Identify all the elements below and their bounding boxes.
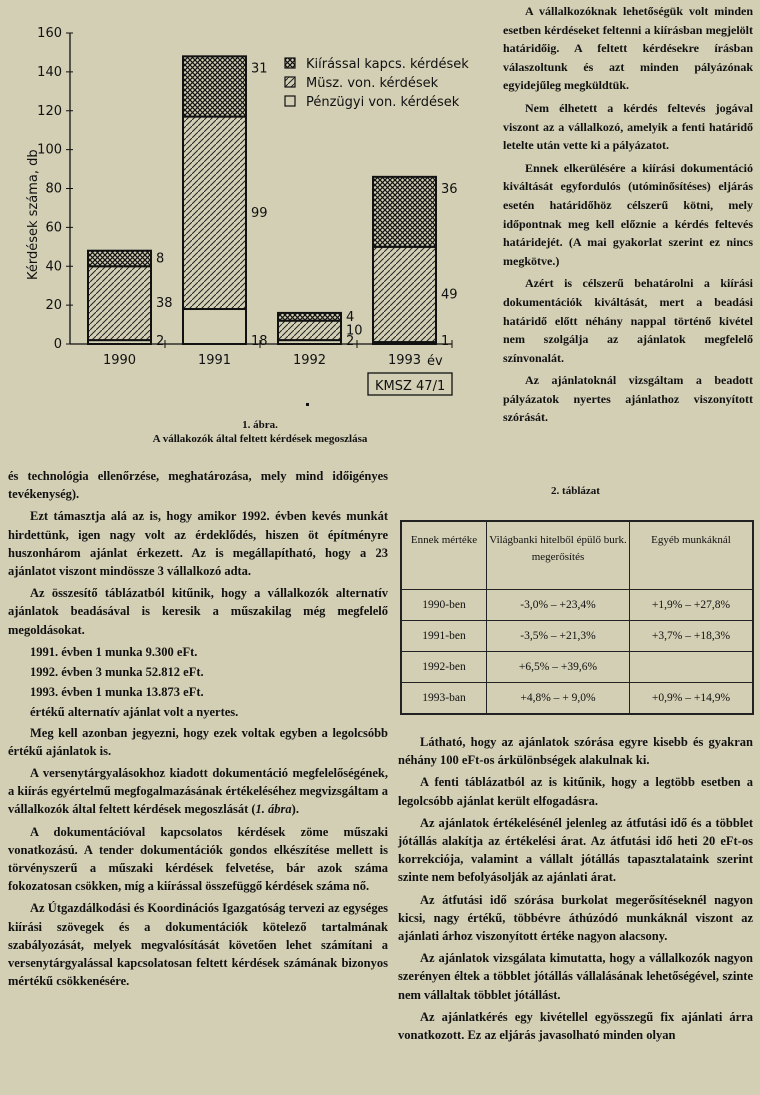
table-row <box>401 621 753 652</box>
legend-label: Pénzügyi von. kérdések <box>306 95 460 110</box>
x-tick-label: 1991 <box>197 353 232 368</box>
right-top-column <box>503 2 753 431</box>
bar-segment <box>183 117 246 309</box>
table-cell: +3,7% – +18,3% <box>630 621 754 652</box>
paragraph <box>8 764 388 819</box>
text: ). <box>291 802 299 817</box>
paragraph: Meg kell azonban jegyezni, hogy ezek voltak egyben a legolcsóbb értékű ajánlatok is. <box>8 725 388 758</box>
figure-number: 1. ábra. <box>242 419 278 431</box>
text: A versenytárgyalásokhoz kiadott dokumentáció megfelelőségének, a kiírás egyértelmű megfogalmazásának értékeléséhez megvizsgáltam a vállalkozók által feltett kérdések megoszlását ( <box>8 766 388 817</box>
bar-segment <box>88 266 151 340</box>
bar-segment <box>183 309 246 344</box>
figure-title: A vállakozók által feltett kérdések megoszlása <box>152 433 368 445</box>
chart-svg <box>0 0 500 400</box>
table-header: Világbanki hitelből épülő burk. megerősítés <box>487 521 630 590</box>
table-cell: 1992-ben <box>401 652 487 683</box>
paragraph: Azért is célszerű behatárolni a kiírási dokumentációk kiváltását, mert a beadási határidő előtt néhány nappal történő kivétel nem szolgálja az ajánlatok megfelelő színvonalát. <box>503 276 753 365</box>
legend-swatch <box>285 77 295 87</box>
bar-value-label: 38 <box>156 296 173 312</box>
paragraph: Nem élhetett a kérdés feltevés jogával viszont az a vállalkozó, amelyik a fenti határidő letelte után vette ki a pályázatot. <box>503 100 753 153</box>
y-tick-label: 80 <box>45 181 62 197</box>
table-row <box>401 590 753 621</box>
table-cell <box>630 652 754 683</box>
y-tick-label: 0 <box>53 337 62 352</box>
table-cell: +1,9% – +27,8% <box>630 590 754 621</box>
y-tick-label: 60 <box>45 220 62 236</box>
bar-segment <box>373 177 436 247</box>
paragraph: Az ajánlatok értékelésénél jelenleg az átfutási idő és a többlet jótállás alakítja az értékelési árat. Az átfutási idő heti 20 eFt-os korrekciója, valamint a vállalt jótállás tapasztalataink szerint szinte nem befolyásolják az ajánlati árat. <box>398 815 753 885</box>
left-bottom-column <box>8 467 388 994</box>
paragraph: Az összesítő táblázatból kitűnik, hogy a vállalkozók alternatív ajánlatok beadásával is keresik a műszakilag még megfelelő megoldásokat. <box>8 586 388 637</box>
bar-value-label: 2 <box>346 334 355 349</box>
paragraph: Az ajánlatkérés egy kivétellel egyösszegű fix ajánlati árra vonatkozott. Ez az eljárás javasolható minden olyan <box>398 1009 753 1043</box>
data-table <box>400 520 754 715</box>
list-item: 1993. évben 1 munka 13.873 eFt. <box>30 685 204 700</box>
table-title: 2. táblázat <box>551 485 600 497</box>
bar-value-label: 49 <box>441 287 458 303</box>
table-cell: 1993-ban <box>401 683 487 715</box>
x-axis-unit-label: év <box>427 354 443 369</box>
paragraph: A vállalkozóknak lehetőségük volt minden esetben kérdéseket feltenni a kiírásban megjelölt határidőig. A feltett kérdésekre írásban válaszoltunk és azt minden pályázónak egyidejűleg megküldtük. <box>503 4 753 93</box>
bar-value-label: 1 <box>441 334 450 349</box>
table-cell: -3,0% – +23,4% <box>487 590 630 621</box>
table-row <box>401 652 753 683</box>
stacked-bar-chart <box>0 0 500 400</box>
bar-value-label: 4 <box>346 309 355 325</box>
paragraph: Látható, hogy az ajánlatok szórása egyre kisebb és gyakran néhány 100 eFt-os árkülönbségek alakulnak ki. <box>398 735 753 768</box>
right-bottom-column <box>398 733 753 1048</box>
stray-dot <box>306 403 309 406</box>
figure-reference: 1. ábra <box>255 802 292 817</box>
table-row <box>401 683 753 715</box>
paragraph: A dokumentációval kapcsolatos kérdések zöme műszaki vonatkozású. A tender dokumentációk gondos elkészítése mellett is törvényszerű a műszaki kérdések felvetése, bár azok száma fokozatosan csökken, míg a kiírással összefüggő kérdések száma nő. <box>8 824 388 894</box>
code-box-text: KMSZ 47/1 <box>375 379 446 394</box>
paragraph: Az ajánlatok vizsgálata kimutatta, hogy a vállalkozók nagyon szerényen éltek a többlet jótállás vállalásának lehetőségével, szinte nem vállaltak többlet jótállást. <box>398 951 753 1002</box>
chart-legend <box>285 57 469 110</box>
paragraph: Ennek elkerülésére a kiírási dokumentáció kiváltását egyfordulós (utóminősítéses) eljárás esetén határidőhöz célszerű kötni, mely időpontnak meg kell előznie a kérdés feltevés határidejét. (A mai gyakorlat szerint ez nincs megkötve.) <box>503 160 753 268</box>
x-tick-label: 1993 <box>387 353 422 368</box>
bar-value-label: 36 <box>441 181 458 197</box>
bar-segment <box>278 321 341 340</box>
paragraph: és technológia ellenőrzése, meghatározása, mely mind időigényes tevékenység). <box>8 469 388 502</box>
x-tick-label: 1990 <box>102 353 137 368</box>
paragraph: A fenti táblázatból az is kitűnik, hogy a legtöbb esetben a legolcsóbb ajánlat került elfogadásra. <box>398 775 753 808</box>
y-axis-label: Kérdések száma, db <box>26 149 41 280</box>
table-header: Egyéb munkáknál <box>630 521 754 590</box>
bar-segment <box>88 251 151 267</box>
paragraph: értékű alternatív ajánlat volt a nyertes. <box>30 705 239 720</box>
y-tick-label: 160 <box>37 26 62 41</box>
y-tick-label: 140 <box>37 64 62 80</box>
bar-value-label: 18 <box>251 334 268 349</box>
bar-value-label: 2 <box>156 334 165 349</box>
table-cell: -3,5% – +21,3% <box>487 621 630 652</box>
table-header-row <box>401 521 753 590</box>
legend-swatch <box>285 58 295 68</box>
table-cell: +0,9% – +14,9% <box>630 683 754 715</box>
paragraph: Az átfutási idő szórása burkolat megerősítéseknél nagyon kicsi, nagy értékű, többévre áthúzódó munkáknál viszont az ajánlati árhoz viszonyított értéke nagyon alacsony. <box>398 892 753 944</box>
list-item: 1992. évben 3 munka 52.812 eFt. <box>30 665 204 680</box>
paragraph: Az Útgazdálkodási és Koordinációs Igazgatóság tervezi az egységes kiírási szövegek és a dokumentációk kötelező tartalmának szabályozását, melyek megvalósítását követően lehet számítani a versenytárgyalással kapcsolatosan feltett kérdések számának bizonyos mértékű csökkenésére. <box>8 901 388 989</box>
bar-segment <box>183 56 246 116</box>
bar-segment <box>278 313 341 321</box>
y-tick-label: 40 <box>45 259 62 275</box>
table-cell: 1991-ben <box>401 621 487 652</box>
y-tick-label: 100 <box>37 142 62 158</box>
bar-value-label: 8 <box>156 251 165 267</box>
table-cell: 1990-ben <box>401 590 487 621</box>
figure-caption <box>120 418 400 446</box>
table-cell: +4,8% – + 9,0% <box>487 683 630 715</box>
list-item: 1991. évben 1 munka 9.300 eFt. <box>30 644 198 659</box>
table-cell: +6,5% – +39,6% <box>487 652 630 683</box>
bar-value-label: 99 <box>251 205 268 221</box>
legend-label: Kiírással kapcs. kérdések <box>306 57 469 72</box>
table-header: Ennek mértéke <box>401 521 487 590</box>
paragraph: Az ajánlatoknál vizsgáltam a beadott pályázatok nyertes ajánlathoz viszonyított szórását. <box>503 373 753 425</box>
bar-value-label: 31 <box>251 61 268 77</box>
y-tick-label: 120 <box>37 103 62 119</box>
bar-value-label: 10 <box>346 323 363 339</box>
legend-label: Müsz. von. kérdések <box>306 76 439 91</box>
paragraph: Ezt támasztja alá az is, hogy amikor 1992. évben kevés munkát hirdettünk, igen nagy volt az érdeklődés, hiszen öt építményre huszonhárom ajánlat érkezett. Az is megállapítható, hogy a 23 ajánlatot viszont mindössze 3 vállalkozó adta. <box>8 509 388 579</box>
legend-swatch <box>285 96 295 106</box>
bar-segment <box>373 247 436 342</box>
y-tick-label: 20 <box>45 298 62 314</box>
x-tick-label: 1992 <box>292 353 327 368</box>
